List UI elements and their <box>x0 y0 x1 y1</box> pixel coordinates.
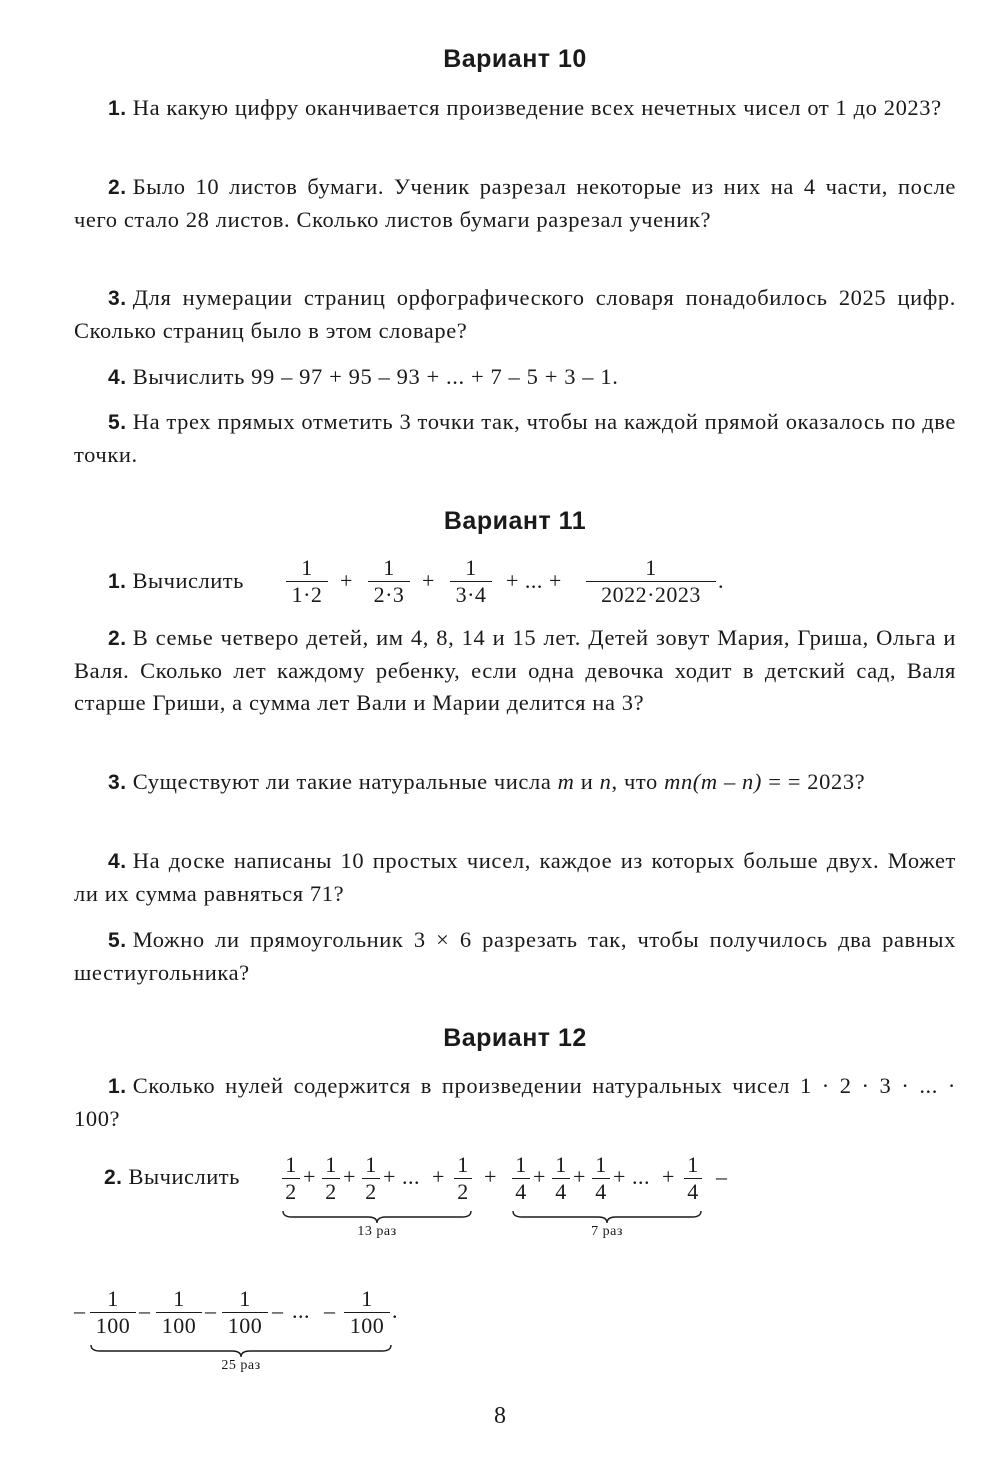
plus-ellipsis-plus: + ... + <box>506 568 562 593</box>
v10-problem-5 <box>74 406 956 471</box>
problem-text: Существуют ли такие натуральные числа <box>132 769 552 794</box>
minus-sign: – <box>716 1164 728 1189</box>
problem-text: Вычислить <box>128 1164 240 1189</box>
v10-problem-3 <box>74 282 956 347</box>
problem-number: 1. <box>108 1075 127 1098</box>
minus-sign: – <box>324 1298 336 1323</box>
v10-problem-4 <box>74 361 956 394</box>
fraction: $\frac{1}{3\cdot 4}$ <box>450 555 492 608</box>
problem-number: 4. <box>108 850 127 873</box>
problem-text: Вычислить <box>132 568 244 593</box>
v12-problem-2-continued <box>74 1280 956 1380</box>
conjunction: и <box>580 769 594 794</box>
fraction-quarter: $\frac{1}{4}$ <box>512 1152 530 1205</box>
problem-number: 3. <box>108 287 127 310</box>
underbrace-group-2 <box>512 1210 702 1224</box>
minus-sign: – <box>139 1298 151 1323</box>
fraction-hundredth: $\frac{1}{100}$ <box>156 1286 202 1339</box>
fraction-half: $\frac{1}{2}$ <box>454 1152 472 1205</box>
plus-sign: + <box>573 1164 586 1189</box>
fraction-quarter: $\frac{1}{4}$ <box>684 1152 702 1205</box>
v11-problem-5 <box>74 924 956 989</box>
v11-problem-4 <box>74 845 956 910</box>
plus-sign: + <box>613 1164 626 1189</box>
fraction: $\frac{1}{1\cdot 2}$ <box>286 555 328 608</box>
problem-text: Сколько нулей содержится в произведении натуральных чисел 1 · 2 · 3 · ... · 100? <box>74 1073 956 1131</box>
plus-sign: + <box>303 1164 316 1189</box>
plus-sign: + <box>343 1164 356 1189</box>
brace-label: 25 раз <box>221 1358 261 1373</box>
problem-text: В семье четверо детей, им 4, 8, 14 и 15 лет. Детей зовут Мария, Гриша, Ольга и Валя. Сколько лет каждому ребенку, если одна девочка ходит в детский сад, Валя старше Гриши, а сумма лет Вали и Марии делится на 3? <box>74 625 956 715</box>
fraction-hundredth: $\frac{1}{100}$ <box>344 1286 390 1339</box>
problem-number: 5. <box>108 411 127 434</box>
problem-number: 3. <box>108 771 127 794</box>
plus-sign: + <box>422 568 435 593</box>
plus-sign: + <box>340 568 353 593</box>
fraction-half: $\frac{1}{2}$ <box>322 1152 340 1205</box>
fraction: $\frac{1}{2\cdot 3}$ <box>368 555 410 608</box>
fraction-half: $\frac{1}{2}$ <box>282 1152 300 1205</box>
underbrace-group-1 <box>282 1210 472 1224</box>
problem-text: Для нумерации страниц орфографического словаря понадобилось 2025 цифр. Сколько страниц было в этом словаре? <box>74 285 956 343</box>
minus-sign: – <box>205 1298 217 1323</box>
plus-sign: + <box>533 1164 546 1189</box>
brace-label: 7 раз <box>591 1224 623 1239</box>
v10-problem-1 <box>74 92 956 125</box>
period: . <box>718 568 724 593</box>
fraction-quarter: $\frac{1}{4}$ <box>552 1152 570 1205</box>
problem-text: На доске написаны 10 простых чисел, каждое из которых больше двух. Может ли их сумма равняться 71? <box>74 848 956 906</box>
plus-sign: + <box>662 1164 675 1189</box>
underbrace-group-3 <box>90 1344 392 1358</box>
plus-sign: + <box>484 1164 497 1189</box>
problem-text: Было 10 листов бумаги. Ученик разрезал некоторые из них на 4 части, после чего стало 28 листов. Сколько листов бумаги разрезал ученик? <box>74 174 956 232</box>
problem-number: 4. <box>108 366 127 389</box>
fraction-hundredth: $\frac{1}{100}$ <box>222 1286 268 1339</box>
v10-problem-2 <box>74 171 956 236</box>
v11-problem-3 <box>74 766 956 799</box>
problem-text: На какую цифру оканчивается произведение всех нечетных чисел от 1 до 2023? <box>132 95 942 120</box>
variable-m: m <box>557 769 575 794</box>
problem-number: 2. <box>108 176 127 199</box>
problem-text: Можно ли прямоугольник 3 × 6 разрезать так, чтобы получилось два равных шестиугольника? <box>74 927 956 985</box>
ellipsis: ... <box>292 1298 310 1323</box>
fraction: $\frac{1}{2022\cdot 2023}$ <box>586 555 716 608</box>
problem-text: , что <box>611 769 658 794</box>
minus-sign: – <box>272 1298 284 1323</box>
page-number: 8 <box>494 1403 506 1429</box>
problem-number: 1. <box>108 97 127 120</box>
fraction-hundredth: $\frac{1}{100}$ <box>90 1286 136 1339</box>
problem-number: 2. <box>104 1166 123 1189</box>
problem-number: 5. <box>108 929 127 952</box>
problem-text: = = 2023? <box>768 769 866 794</box>
period: . <box>392 1298 398 1323</box>
v11-problem-2 <box>74 622 956 719</box>
ellipsis: ... <box>632 1164 650 1189</box>
variant-12-heading: Вариант 12 <box>443 1024 587 1052</box>
v12-problem-2 <box>74 1146 956 1246</box>
variable-n: n <box>599 769 612 794</box>
fraction-half: $\frac{1}{2}$ <box>362 1152 380 1205</box>
minus-sign: – <box>74 1298 86 1323</box>
brace-label: 13 раз <box>357 1224 397 1239</box>
plus-sign: + <box>432 1164 445 1189</box>
variant-10-heading: Вариант 10 <box>443 45 587 73</box>
v11-problem-1 <box>74 552 956 632</box>
expression: mn(m – n) <box>664 769 762 794</box>
variant-11-heading: Вариант 11 <box>443 507 587 535</box>
problem-text: На трех прямых отметить 3 точки так, чтобы на каждой прямой оказалось по две точки. <box>74 409 956 467</box>
plus-sign: + <box>383 1164 396 1189</box>
textbook-page <box>74 0 956 1484</box>
v12-problem-1 <box>74 1070 956 1135</box>
problem-number: 1. <box>108 570 127 593</box>
ellipsis: ... <box>402 1164 420 1189</box>
problem-text: Вычислить 99 – 97 + 95 – 93 + ... + 7 – 5 + 3 – 1. <box>132 364 619 389</box>
fraction-quarter: $\frac{1}{4}$ <box>592 1152 610 1205</box>
problem-number: 2. <box>108 627 127 650</box>
